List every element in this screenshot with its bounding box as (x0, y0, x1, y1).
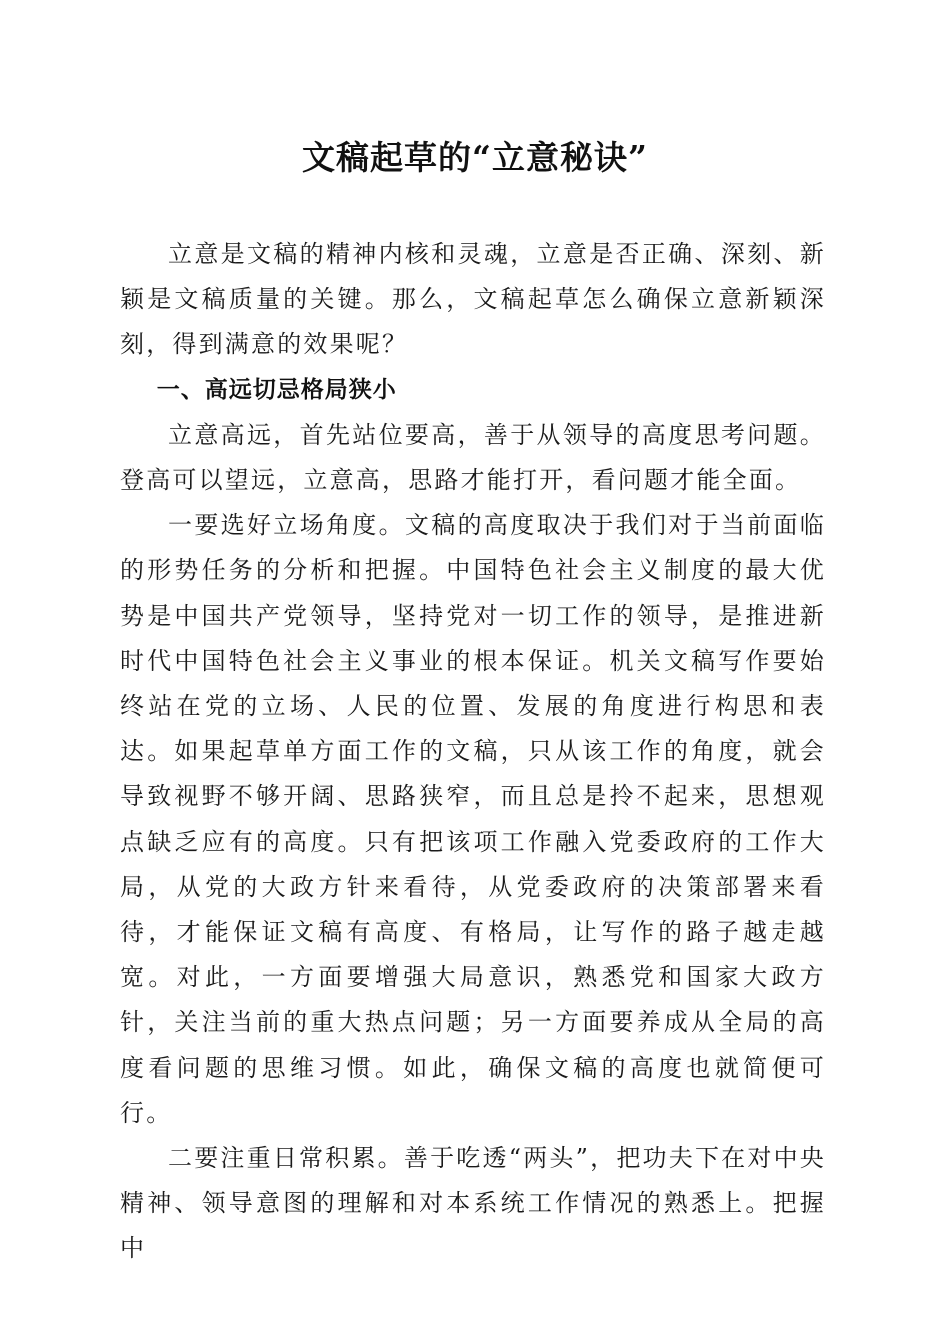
document-body (120, 232, 826, 1272)
section-1-paragraph-2: 一要选好立场角度。文稿的高度取决于我们对于当前面临的形势任务的分析和把握。中国特色社会主义制度的最大优势是中国共产党领导，坚持党对一切工作的领导，是推进新时代中国特色社会主义事业的根本保证。机关文稿写作要始终站在党的立场、人民的位置、发展的角度进行构思和表达。如果起草单方面工作的文稿，只从该工作的角度，就会导致视野不够开阔、思路狭窄，而且总是拎不起来，思想观点缺乏应有的高度。只有把该项工作融入党委政府的工作大局，从党的大政方针来看待，从党委政府的决策部署来看待，才能保证文稿有高度、有格局，让写作的路子越走越宽。对此，一方面要增强大局意识，熟悉党和国家大政方针，关注当前的重大热点问题；另一方面要养成从全局的高度看问题的思维习惯。如此，确保文稿的高度也就简便可行。 (120, 511, 826, 1127)
section-1-paragraph-3: 二要注重日常积累。善于吃透“两头”，把功夫下在对中央精神、领导意图的理解和对本系统工作情况的熟悉上。把握中 (120, 1144, 826, 1263)
document-title: 文稿起草的“立意秘诀” (302, 138, 648, 177)
section-heading-1: 一、高远切忌格局狭小 (156, 376, 397, 403)
section-1-paragraph-1: 立意高远，首先站位要高，善于从领导的高度思考问题。登高可以望远，立意高，思路才能打开，看问题才能全面。 (120, 420, 826, 495)
intro-paragraph: 立意是文稿的精神内核和灵魂，立意是否正确、深刻、新颖是文稿质量的关键。那么，文稿起草怎么确保立意新颖深刻，得到满意的效果呢？ (120, 240, 826, 359)
